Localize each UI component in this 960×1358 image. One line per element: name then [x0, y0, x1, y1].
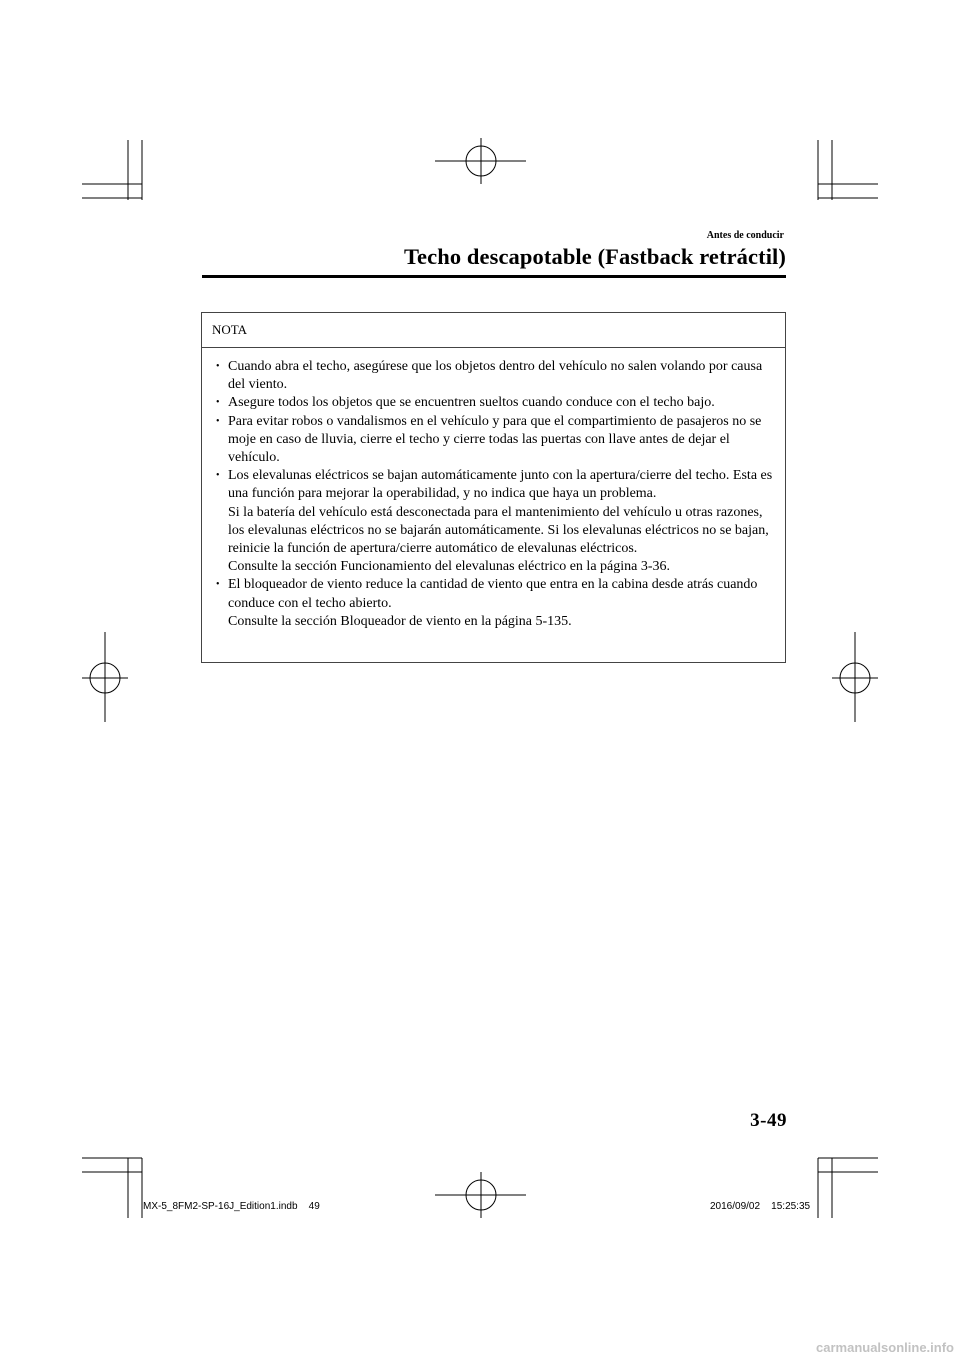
page-number: 3-49	[750, 1110, 787, 1131]
note-box	[201, 312, 786, 663]
note-list-item	[216, 394, 779, 412]
note-paragraph: Consulte la sección Funcionamiento del elevalunas eléctrico en la página 3-36.	[228, 559, 671, 575]
note-paragraph: • Los elevalunas eléctricos se bajan automáticamente junto con la apertura/cierre del techo. Esta es una función para mejorar la operabilidad, y no indica que haya un problema.	[228, 468, 773, 502]
note-paragraph: • Para evitar robos o vandalismos en el vehículo y para que el compartimiento de pasajeros no se moje en caso de lluvia, cierre el techo y cierre todas las puertas con llave antes de dejar el vehículo.	[228, 413, 762, 466]
note-list-item	[216, 467, 779, 576]
footer-file-name: MX-5_8FM2-SP-16J_Edition1.indb 49	[143, 1201, 320, 1212]
note-paragraph: • El bloqueador de viento reduce la cantidad de viento que entra en la cabina desde atrás cuando conduce con el techo abierto.	[228, 577, 758, 611]
title-divider	[202, 275, 786, 278]
note-paragraph: Si la batería del vehículo está desconectada para el mantenimiento del vehículo u otras razones, los elevalunas eléctricos no se bajarán automáticamente. Si los elevalunas eléctricos no se bajan, reinicie la función de apertura/cierre automático de elevalunas eléctricos.	[228, 504, 769, 557]
note-paragraph: • Cuando abra el techo, asegúrese que los objetos dentro del vehículo no salen volando por causa del viento.	[228, 359, 763, 393]
footer-timestamp: 2016/09/02 15:25:35	[710, 1201, 811, 1212]
note-list-item	[216, 413, 779, 468]
page-title: Techo descapotable (Fastback retráctil)	[404, 244, 786, 269]
section-label: Antes de conducir	[706, 230, 784, 241]
note-list	[202, 348, 785, 631]
note-list-item	[216, 358, 779, 394]
note-heading: NOTA	[202, 313, 785, 348]
note-paragraph: Consulte la sección Bloqueador de viento en la página 5-135.	[228, 613, 572, 629]
note-list-item	[216, 576, 779, 631]
note-paragraph: • Asegure todos los objetos que se encuentren sueltos cuando conduce con el techo bajo.	[228, 395, 715, 411]
watermark-logo: carmanualsonline.info	[816, 1340, 954, 1355]
